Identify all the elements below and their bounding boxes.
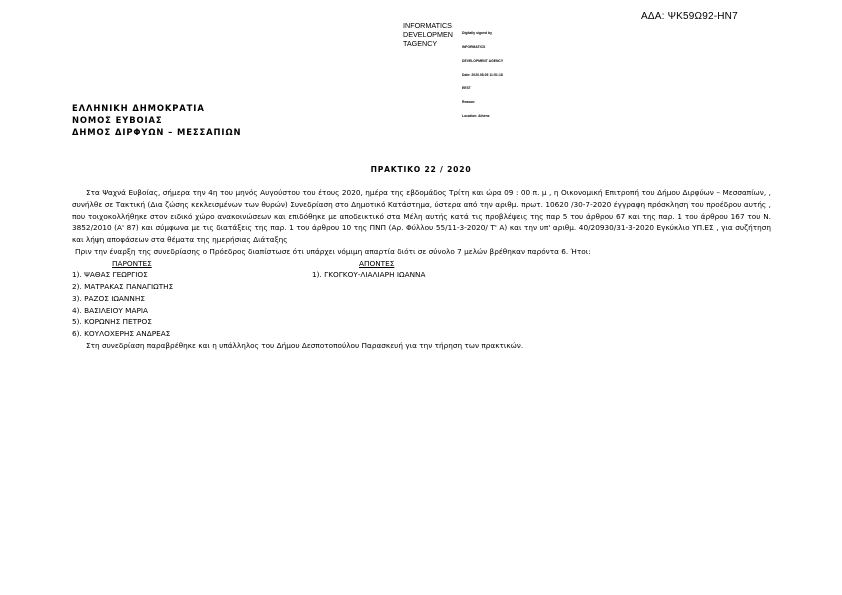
present-member: 2). ΜΑΤΡΑΚΑΣ ΠΑΝΑΓΙΩΤΗΣ (72, 282, 174, 291)
stamp-org-line: DEVELOPMEN (403, 30, 453, 39)
absent-heading: ΑΠΟΝΤΕΣ (359, 258, 395, 268)
present-member: 5). ΚΟΡΩΝΗΣ ΠΕΤΡΟΣ (72, 317, 152, 327)
digital-signature-stamp (403, 21, 503, 128)
stamp-organization (403, 21, 461, 128)
stamp-sig-line: Location: Athens (462, 113, 490, 118)
stamp-sig-line: Digitally signed by (462, 31, 492, 36)
present-member: 4). ΒΑΣΙΛΕΙΟΥ ΜΑΡΙΑ (72, 305, 148, 315)
absent-member: 1). ΓΚΟΓΚΟΥ-ΛΙΑΛΙΑΡΗ ΙΩΑΝΝΑ (312, 270, 426, 280)
quorum-paragraph: Πριν την έναρξη της συνεδρίασης ο Πρόεδρος διαπίστωσε ότι υπάρχει νόμιμη απαρτία διότι σε σύνολο 7 μελών βρέθηκαν παρόντα 6. Ήτοι: (75, 246, 591, 256)
document-title: ΠΡΑΚΤΙΚΟ 22 / 2020 (370, 165, 472, 174)
stamp-sig-line: Reason: (462, 100, 476, 105)
present-member: 1). ΨΑΘΑΣ ΓΕΩΡΓΙΟΣ (72, 270, 148, 280)
header-republic: ΕΛΛΗΝΙΚΗ ΔΗΜΟΚΡΑΤΙΑ (72, 103, 205, 113)
attendance-columns (72, 258, 771, 340)
stamp-sig-line: EEST (462, 86, 471, 91)
closing-paragraph: Στη συνεδρίαση παραβρέθηκε και η υπάλληλος του Δήμου Δεσποτοπούλου Παρασκευή για την τήρηση των πρακτικών. (86, 340, 524, 350)
present-member: 3). ΡΑΖΟΣ ΙΩΑΝΝΗΣ (72, 293, 145, 303)
header-prefecture: ΝΟΜΟΣ ΕΥΒΟΙΑΣ (72, 115, 163, 125)
intro-paragraph: Στα Ψαχνά Ευβοίας, σήμερα την 4η του μηνός Αυγούστου του έτους 2020, ημέρα της εβδομάδος Τρίτη και ώρα 09 : 00 π. μ , η Οικονομική Επιτροπή του Δήμου Διρφύων – Μεσσαπίων, , συνήλθε σε Τακτική (Δια ζώσης κεκλεισμένων των θυρών) Συνεδρίαση στο Δημοτικό Κατάστημα, ύστερα από την αριθμ. πρωτ. 10620 /30-7-2020 έγγραφη πρόσκληση του προέδρου αυτής , που τοιχοκολλήθηκε στον ειδικό χώρο ανακοινώσεων και επιδόθηκε με αποδεικτικό στα Μέλη αυτής κατά τις προβλέψεις της παρ 5 του άρθρου 67 και της παρ. 1 του άρθρου 167 του Ν. 3852/2010 (Α' 87) και σύμφωνα με τις διατάξεις της παρ. 1 του άρθρου 10 της ΠΝΠ (Αρ. Φύλλου 55/11-3-2020/ Τ' Α) και την υπ' αριθμ. 40/20930/31-3-2020 Εγκύκλιο ΥΠ.ΕΣ , για συζήτηση και λήψη αποφάσεων στα θέματα της ημερήσιας Διάταξης (72, 188, 771, 244)
stamp-sig-line: DEVELOPMENT AGENCY (462, 58, 504, 63)
stamp-sig-line: Date: 2020.08.05 11:51:18 (462, 72, 503, 77)
present-column (72, 258, 312, 340)
document-header (72, 102, 241, 138)
absent-column (312, 258, 771, 340)
header-municipality: ΔΗΜΟΣ ΔΙΡΦΥΩΝ – ΜΕΣΣΑΠΙΩΝ (72, 127, 242, 137)
stamp-signature-details (462, 22, 503, 128)
present-heading: ΠΑΡΟΝΤΕΣ (112, 258, 152, 268)
stamp-org-line: TAGENCY (403, 39, 438, 48)
ada-code: ΑΔΑ: ΨΚ59Ω92-ΗΝ7 (641, 11, 738, 22)
document-body (72, 187, 771, 352)
stamp-sig-line: INFORMATICS (462, 44, 486, 49)
stamp-org-line: INFORMATICS (403, 21, 452, 30)
present-member: 6). ΚΟΥΛΟΧΕΡΗΣ ΑΝΔΡΕΑΣ (72, 329, 171, 338)
